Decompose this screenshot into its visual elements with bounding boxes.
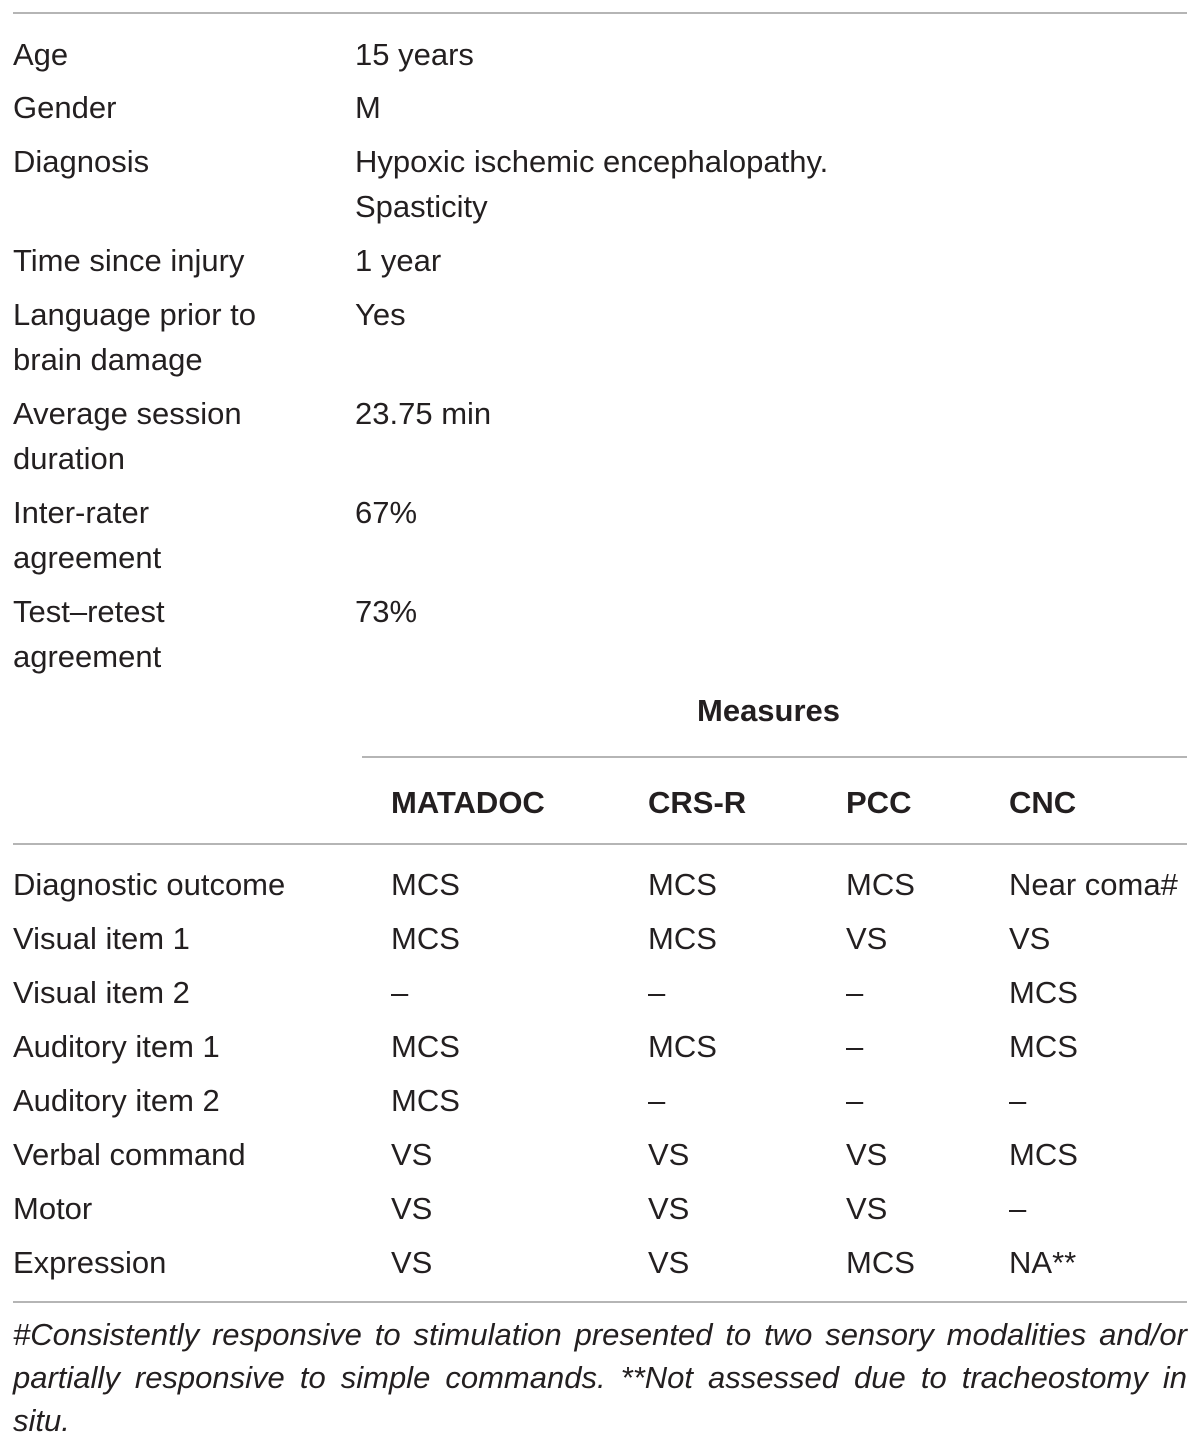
measures-title: Measures [697,693,841,728]
info-label: Inter-rater [13,495,150,530]
info-label: agreement [13,639,162,674]
info-value: 73% [355,594,418,629]
bottom-rule [13,1301,1187,1303]
info-value: Yes [355,297,406,332]
row-label: Visual item 1 [13,921,190,956]
info-label: Age [13,37,69,72]
info-label: Diagnosis [13,144,150,179]
table-cell: – [648,1083,666,1118]
table-cell: MCS [1009,1029,1078,1064]
row-label: Expression [13,1245,167,1280]
table-cell: VS [846,1191,888,1226]
info-value: 23.75 min [355,396,492,431]
column-header: MATADOC [391,785,545,820]
table-cell: VS [846,1137,888,1172]
column-header: CNC [1009,785,1077,820]
info-value: Spasticity [355,189,488,224]
table-cell: MCS [391,1083,460,1118]
table-cell: VS [391,1191,433,1226]
row-label: Auditory item 2 [13,1083,220,1118]
table-cell: MCS [391,867,460,902]
header-rule [13,843,1187,845]
row-label: Motor [13,1191,93,1226]
info-value: 1 year [355,243,442,278]
table-cell: – [846,1029,864,1064]
table-cell: – [1009,1083,1027,1118]
table-cell: – [648,975,666,1010]
info-value: Hypoxic ischemic encephalopathy. [355,144,829,179]
table-footnote: #Consistently responsive to stimulation presented to two sensory modalities and/or partially responsive to simple commands. **Not assessed due to tracheostomy in situ. [13,1317,1187,1438]
info-label: Gender [13,90,117,125]
table-cell: MCS [1009,1137,1078,1172]
table-cell: VS [648,1191,690,1226]
table-cell: VS [846,921,888,956]
table-cell: Near coma# [1009,867,1178,902]
table-cell: MCS [648,1029,717,1064]
top-rule [13,12,1187,14]
info-value: 67% [355,495,418,530]
row-label: Auditory item 1 [13,1029,220,1064]
table-cell: – [846,1083,864,1118]
row-label: Verbal command [13,1137,246,1172]
info-label: duration [13,441,126,476]
info-value: M [355,90,381,125]
info-label: Average session [13,396,242,431]
table-cell: VS [391,1245,433,1280]
info-label: Language prior to [13,297,257,332]
table-cell: NA** [1009,1245,1077,1280]
table-cell: MCS [648,921,717,956]
table-cell: MCS [648,867,717,902]
row-label: Diagnostic outcome [13,867,286,902]
table-cell: VS [391,1137,433,1172]
table-cell: MCS [846,1245,915,1280]
column-header: PCC [846,785,912,820]
table-cell: MCS [391,921,460,956]
info-label: agreement [13,540,162,575]
table-cell: MCS [1009,975,1078,1010]
row-label: Visual item 2 [13,975,190,1010]
table-cell: MCS [391,1029,460,1064]
table-cell: MCS [846,867,915,902]
measures-rule [362,756,1187,758]
table-cell: – [1009,1191,1027,1226]
column-header: CRS-R [648,785,747,820]
table-cell: VS [1009,921,1051,956]
info-label: Test–retest [13,594,165,629]
table-cell: VS [648,1245,690,1280]
table-cell: – [391,975,409,1010]
info-value: 15 years [355,37,474,72]
table-cell: VS [648,1137,690,1172]
table-cell: – [846,975,864,1010]
info-label: Time since injury [13,243,245,278]
info-label: brain damage [13,342,203,377]
